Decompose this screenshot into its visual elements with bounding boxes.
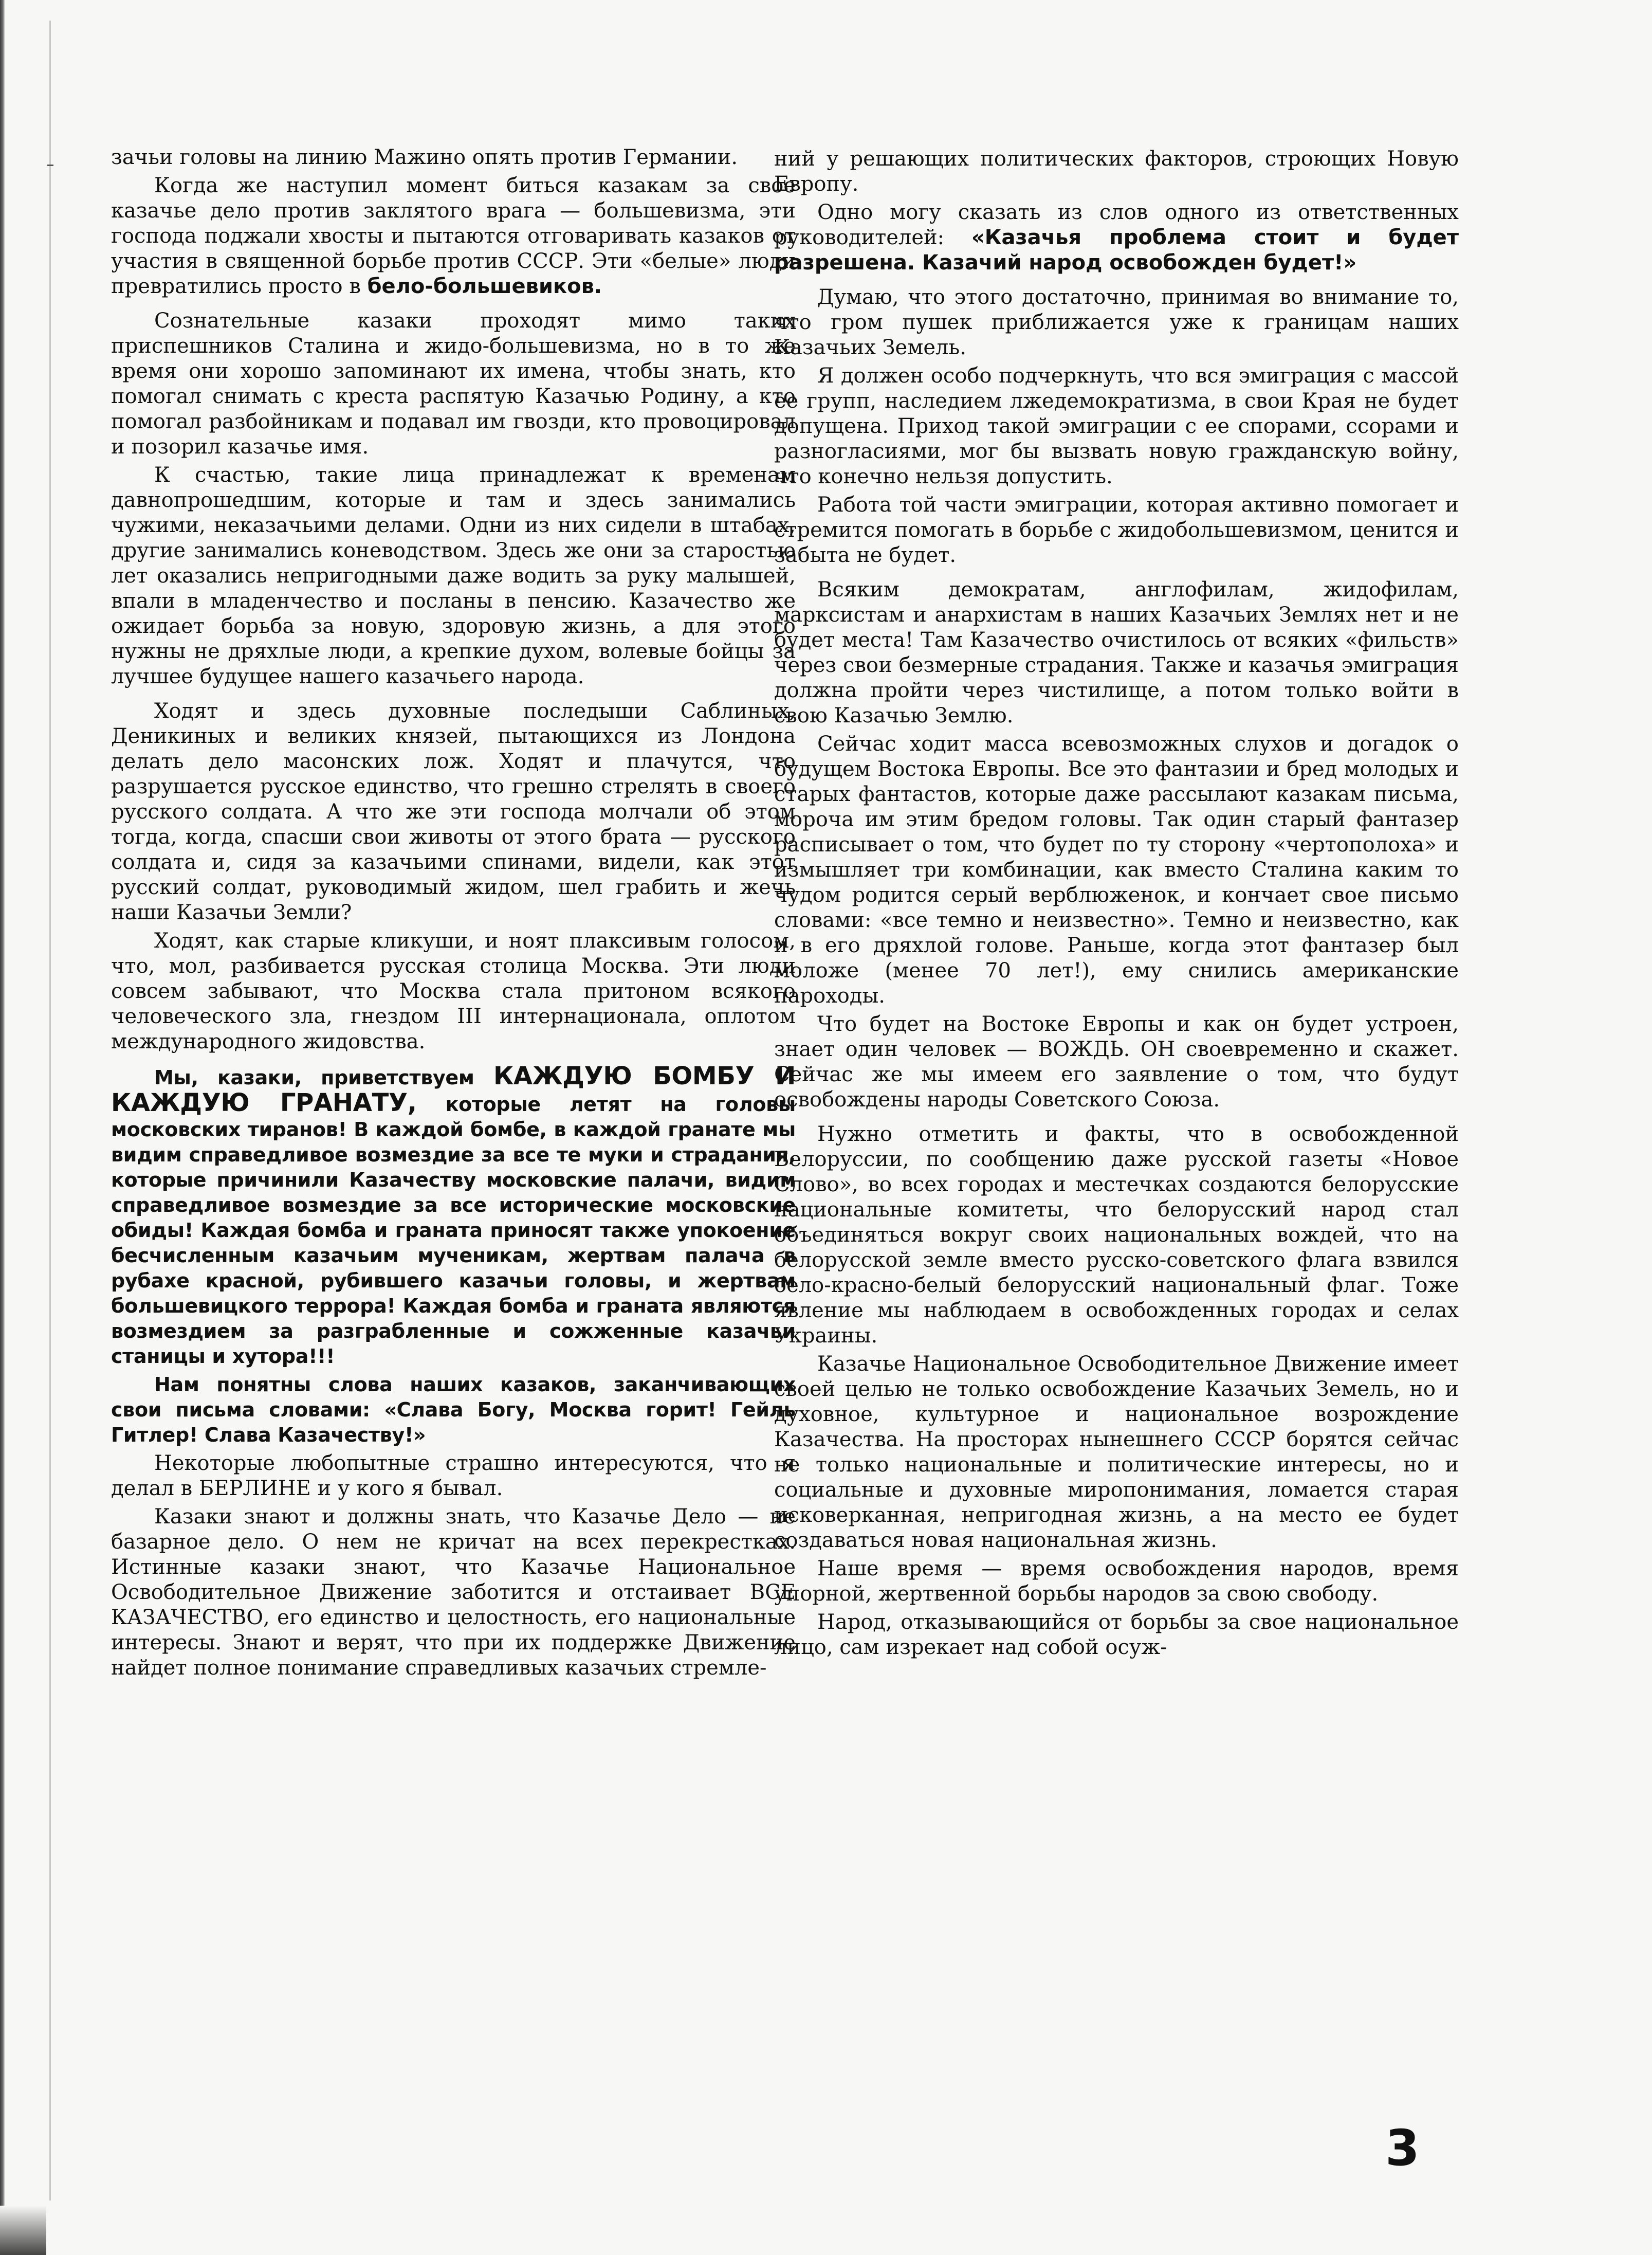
paragraph: ний у решающих политических факторов, строющих Новую Европу. [774, 147, 1459, 196]
paragraph: Сейчас ходит масса всевозможных слухов и догадок о будущем Востока Европы. Все это фантазии и бред молодых и старых фантастов, которые даже рассылают казакам письма, мороча им этим бредом головы. Так один старый фантазер расписывает о том, что будет по ту сторону «чертополоха» и измышляет три комбинации, как вместо Сталина каким то чудом родится серый верблюженок, и кончает свое письмо словами: «все темно и неизвестно». Темно и неизвестно, как и в его дряхлой голове. Раньше, когда этот фантазер был моложе (менее 70 лет!), ему снились американские пароходы. [774, 732, 1459, 1008]
paragraph: зачьи головы на линию Мажино опять против Германии. [111, 146, 738, 169]
paragraph: Народ, отказывающийся от борьбы за свое национальное лицо, сам изрекает над собой осуж- [774, 1610, 1459, 1659]
right-column [774, 147, 1459, 1663]
paragraph: Некоторые любопытные страшно интересуются, что я делал в БЕРЛИНЕ и у кого я бывал. [111, 1451, 796, 1500]
paragraph: К счастью, такие лица принадлежат к временам давнопрошедшим, которые и там и здесь занимались чужими, неказачьими делами. Одни из них сидели в штабах, другие занимались коневодством. Здесь же они за старостью лет оказались непригодными даже водить за руку малышей, впали в младенчество и посланы в пенсию. Казачество же ожидает борьба за новую, здоровую жизнь, а для этого нужны не дряхлые люди, а крепкие духом, волевые бойцы за лучшее будущее нашего казачьего народа. [111, 463, 796, 688]
paragraph: Ходят, как старые кликуши, и ноят плаксивым голосом, что, мол, разбивается русская столица Москва. Эти люди совсем забывают, что Москва стала притоном всякого человеческого зла, гнездом III интернационала, оплотом международного жидовства. [111, 929, 796, 1053]
paragraph: Думаю, что этого достаточно, принимая во внимание то, что гром пушек приближается уже к границам наших Казачьих Земель. [774, 285, 1459, 359]
paragraph: Ходят и здесь духовные последыши Саблиных, Деникиных и великих князей, пытающихся из Лондона делать дело масонских лож. Ходят и плачутся, что разрушается русское единство, что грешно стрелять в своего русского солдата. А что же эти господа молчали об этом тогда, когда, спасши свои животы от этого брата — русского солдата и, сидя за казачьими спинами, видели, как этот русский солдат, руководимый жидом, шел грабить и жечь наши Казачьи Земли? [111, 699, 796, 924]
bold-paragraph: Мы, казаки, приветствуем КАЖДУЮ БОМБУ И КАЖДУЮ ГРАНАТУ, которые летят на головы московских тиранов! В каждой бомбе, в каждой гранате мы видим справедливое возмездие за все те муки и страдания, которые причинили Казачеству московские палачи, видим справедливое возмездие за все исторические московские обиды! Каждая бомба и граната приносят также упокоение бесчисленным казачьим мученикам, жертвам палача в рубахе красной, рубившего казачьи головы, и жертвам большевицкого террора! Каждая бомба и граната являются возмездием за разграбленные и сожженные казачьи станицы и хутора!!! [111, 1062, 796, 1368]
bold-paragraph: Нам понятны слова наших казаков, заканчивающих свои письма словами: «Слава Богу, Москва горит! Гейль Гитлер! Слава Казачеству!» [111, 1373, 796, 1446]
scan-corner [0, 2206, 46, 2255]
margin-mark [47, 165, 53, 166]
scan-edge [0, 0, 5, 2255]
paragraph: Наше время — время освобождения народов, время упорной, жертвенной борьбы народов за свою свободу. [774, 1557, 1459, 1606]
page-number: 3 [1385, 2119, 1420, 2177]
paragraph: Сознательные казаки проходят мимо таких приспешников Сталина и жидо-большевизма, но в то же время они хорошо запоминают их имена, чтобы знать, кто помогал снимать с креста распятую Казачью Родину, а кто помогал разбойникам и подавал им гвозди, кто провоцировал и позорил казачье имя. [111, 309, 796, 459]
paragraph: Когда же наступил момент биться казакам за свое казачье дело против заклятого врага — большевизма, эти господа поджали хвосты и пытаются отговаривать казаков от участия в священной борьбе против СССР. Эти «белые» люди превратились просто в бело-большевиков. [111, 174, 796, 298]
paragraph: Что будет на Востоке Европы и как он будет устроен, знает один человек — ВОЖДЬ. ОН своевременно и скажет. Сейчас же мы имеем его заявление о том, что будут освобождены народы Советского Союза. [774, 1012, 1459, 1112]
paragraph: Всяким демократам, англофилам, жидофилам, марксистам и анархистам в наших Казачьих Землях нет и не будет места! Там Казачество очистилось от всяких «фильств» через свои безмерные страдания. Также и казачья эмиграция должна пройти через чистилище, а потом только войти в свою Казачью Землю. [774, 578, 1459, 728]
paragraph: Нужно отметить и факты, что в освобожденной Белоруссии, по сообщению даже русской газеты «Новое Слово», во всех городах и местечках создаются белорусские национальные комитеты, что белорусский народ стал объединяться вокруг своих национальных вождей, что на белорусской земле вместо русско-советского флага взвился бело-красно-белый белорусский национальный флаг. Тоже явление мы наблюдаем в освобожденных городах и селах Украины. [774, 1122, 1459, 1348]
paragraph: Казачье Национальное Освободительное Движение имеет своей целью не только освобождение Казачьих Земель, но и духовное, культурное и национальное возрождение Казачества. На просторах нынешнего СССР борятся сейчас не только национальные и политические интересы, но и социальные и духовные миропонимания, ломается старая исковерканная, непригодная жизнь, а на место ее будет создаваться новая национальная жизнь. [774, 1352, 1459, 1552]
paragraph: Казаки знают и должны знать, что Казачье Дело — не базарное дело. О нем не кричат на всех перекрестках. Истинные казаки знают, что Казачье Национальное Освободительное Движение заботится и отстаивает ВСЕ КАЗАЧЕСТВО, его единство и целостность, его национальные интересы. Знают и верят, что при их поддержке Движение найдет полное понимание справедливых казачьих стремле- [111, 1505, 796, 1680]
paragraph: Работа той части эмиграции, которая активно помогает и стремится помогать в борьбе с жидобольшевизмом, ценится и забыта не будет. [774, 493, 1459, 567]
margin-rule [49, 21, 51, 2201]
paragraph: Одно могу сказать из слов одного из ответственных руководителей: «Казачья проблема стоит и будет разрешена. Казачий народ освобожден будет!» [774, 201, 1459, 275]
left-column [111, 145, 796, 1684]
paragraph: Я должен особо подчеркнуть, что вся эмиграция с массой ее групп, наследием лжедемократизма, в свои Края не будет допущена. Приход такой эмиграции с ее спорами, ссорами и разногласиями, мог бы вызвать новую гражданскую войну, что конечно нельзя допустить. [774, 364, 1459, 488]
